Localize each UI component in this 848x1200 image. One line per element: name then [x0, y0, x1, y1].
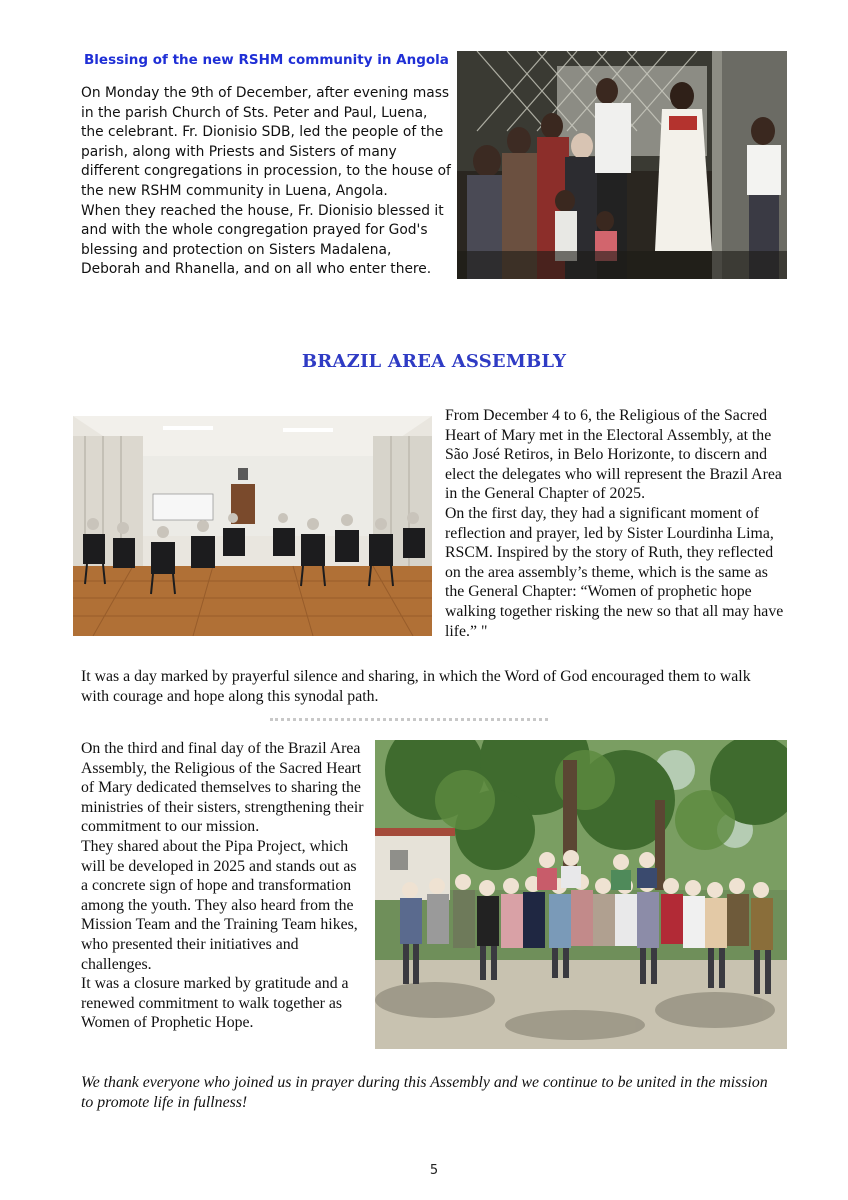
angola-paragraph-2: When they reached the house, Fr. Dionisio blessed it and with the whole congregation prayed for God's blessing and protection on Sisters Madalena, Deborah and Rhanella, and on all who enter there.	[81, 202, 444, 278]
brazil-continuation-paragraph: It was a day marked by prayerful silence and sharing, in which the Word of God encouraged them to walk with courage and hope along this synodal path.	[81, 668, 751, 705]
brazil-group-photo	[375, 740, 787, 1049]
closing-message: We thank everyone who joined us in prayer during this Assembly and we continue to be united in the mission to promote life in fullness!	[81, 1074, 768, 1111]
brazil-intro-paragraph-1: From December 4 to 6, the Religious of the Sacred Heart of Mary met in the Electoral Assembly, at the São José Retiros, in Belo Horizonte, to discern and elect the delegates who will represent the Brazil Area in the General Chapter of 2025.	[445, 407, 782, 503]
angola-paragraph-1: On Monday the 9th of December, after evening mass in the parish Church of Sts. Peter and Paul, Luena, the celebrant. Fr. Dionisio SDB, led the people of the parish, along with Priests and Sisters of many different congregations in procession, to the house of the new RSHM community in Luena, Angola.	[81, 85, 451, 199]
page-number: 5	[429, 1163, 439, 1178]
angola-heading: Blessing of the new RSHM community in Angola	[84, 52, 449, 68]
brazil-third-day-paragraph-1: On the third and final day of the Brazil Area Assembly, the Religious of the Sacred Heart of Mary dedicated themselves to sharing the ministries of their sisters, strengthening their commitment to our mission.	[81, 740, 364, 836]
brazil-intro-paragraph-2: On the first day, they had a significant moment of reflection and prayer, led by Sister Lourdinha Lima, RSCM. Inspired by the story of Ruth, they reflected on the area assembly’s theme, which is the same as the General Chapter: “Women of prophetic hope walking together risking the new so that all may have life.” "	[445, 504, 784, 640]
brazil-intro-text	[445, 406, 790, 641]
brazil-third-day-text	[81, 739, 366, 1033]
angola-article	[81, 84, 451, 280]
brazil-third-day-paragraph-2: They shared about the Pipa Project, which will be developed in 2025 and stands out as a concrete sign of hope and transformation among the youth. They also heard from the Mission Team and the Training Team hikes, who presented their initiatives and challenges.	[81, 837, 358, 973]
brazil-third-day-paragraph-3: It was a closure marked by gratitude and a renewed commitment to walk together as Women of Prophetic Hope.	[81, 975, 349, 1032]
brazil-assembly-room-photo	[73, 416, 432, 636]
section-divider	[270, 718, 548, 721]
brazil-section-title: BRAZIL AREA ASSEMBLY	[301, 351, 567, 372]
angola-blessing-photo	[457, 51, 787, 279]
